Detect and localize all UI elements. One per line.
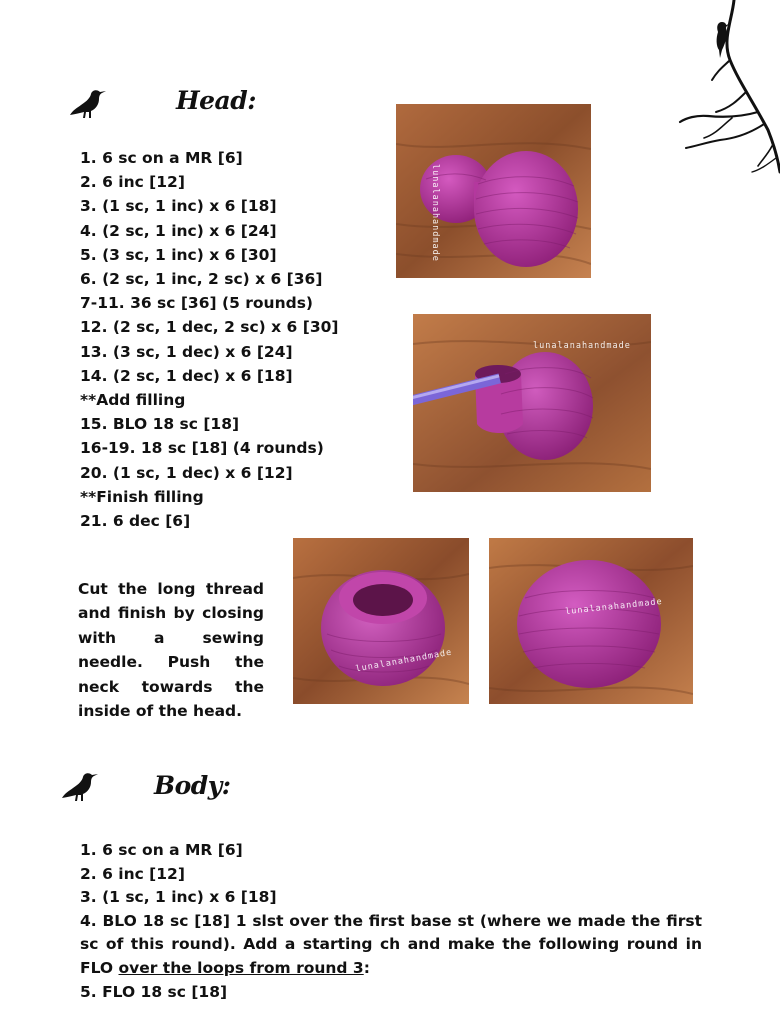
body-steps-list xyxy=(80,839,702,1004)
list-item: 3. (1 sc, 1 inc) x 6 [18] xyxy=(80,197,277,216)
photo-head-open xyxy=(293,538,469,704)
list-item: 21. 6 dec [6] xyxy=(80,512,191,531)
photo-head-with-straw xyxy=(413,314,651,492)
list-item: 3. (1 sc, 1 inc) x 6 [18] xyxy=(80,888,277,907)
list-item: 5. FLO 18 sc [18] xyxy=(80,982,228,1001)
list-item: **Finish filling xyxy=(80,487,204,506)
crow-icon xyxy=(70,85,110,121)
head-title: Head: xyxy=(176,86,256,115)
body-title: Body: xyxy=(154,771,231,800)
photo-head-closed xyxy=(489,538,693,704)
list-item: 15. BLO 18 sc [18] xyxy=(80,415,240,434)
list-item: 4. (2 sc, 1 inc) x 6 [24] xyxy=(80,221,277,240)
list-item: 20. (1 sc, 1 dec) x 6 [12] xyxy=(80,463,293,482)
watermark: lunalanahandmade xyxy=(564,596,664,618)
list-item: **Add filling xyxy=(80,391,186,410)
watermark: lunalanahandmade xyxy=(430,164,440,262)
list-item: 6. (2 sc, 1 inc, 2 sc) x 6 [36] xyxy=(80,270,323,289)
list-item: 1. 6 sc on a MR [6] xyxy=(80,149,243,167)
list-item: 14. (2 sc, 1 dec) x 6 [18] xyxy=(80,366,293,385)
list-item: 2. 6 inc [12] xyxy=(80,864,185,883)
list-item: 2. 6 inc [12] xyxy=(80,173,185,192)
head-steps-list xyxy=(80,146,338,533)
step4-end: : xyxy=(363,958,370,977)
step4-text: 4. BLO 18 sc [18] 1 slst over the first base st (where we made the first sc of this round). Add a starting ch and make the following round in FLO xyxy=(80,911,702,977)
branch-with-crow-icon xyxy=(672,0,780,178)
crow-icon xyxy=(62,768,102,804)
step4-underlined: over the loops from round 3 xyxy=(118,958,364,977)
list-item: 13. (3 sc, 1 dec) x 6 [24] xyxy=(80,342,293,361)
list-item: 16-19. 18 sc [18] (4 rounds) xyxy=(80,439,324,458)
list-item: 7-11. 36 sc [36] (5 rounds) xyxy=(80,294,314,313)
list-item xyxy=(80,910,702,981)
watermark: lunalanahandmade xyxy=(354,647,454,675)
photo-head-gourd xyxy=(396,104,591,278)
list-item: 5. (3 sc, 1 inc) x 6 [30] xyxy=(80,245,277,264)
watermark: lunalanahandmade xyxy=(533,341,631,351)
list-item: 1. 6 sc on a MR [6] xyxy=(80,841,243,859)
list-item: 12. (2 sc, 1 dec, 2 sc) x 6 [30] xyxy=(80,318,339,337)
finish-note: Cut the long thread and finish by closing with a sewing needle. Push the neck towards the inside of the head. xyxy=(78,580,264,721)
